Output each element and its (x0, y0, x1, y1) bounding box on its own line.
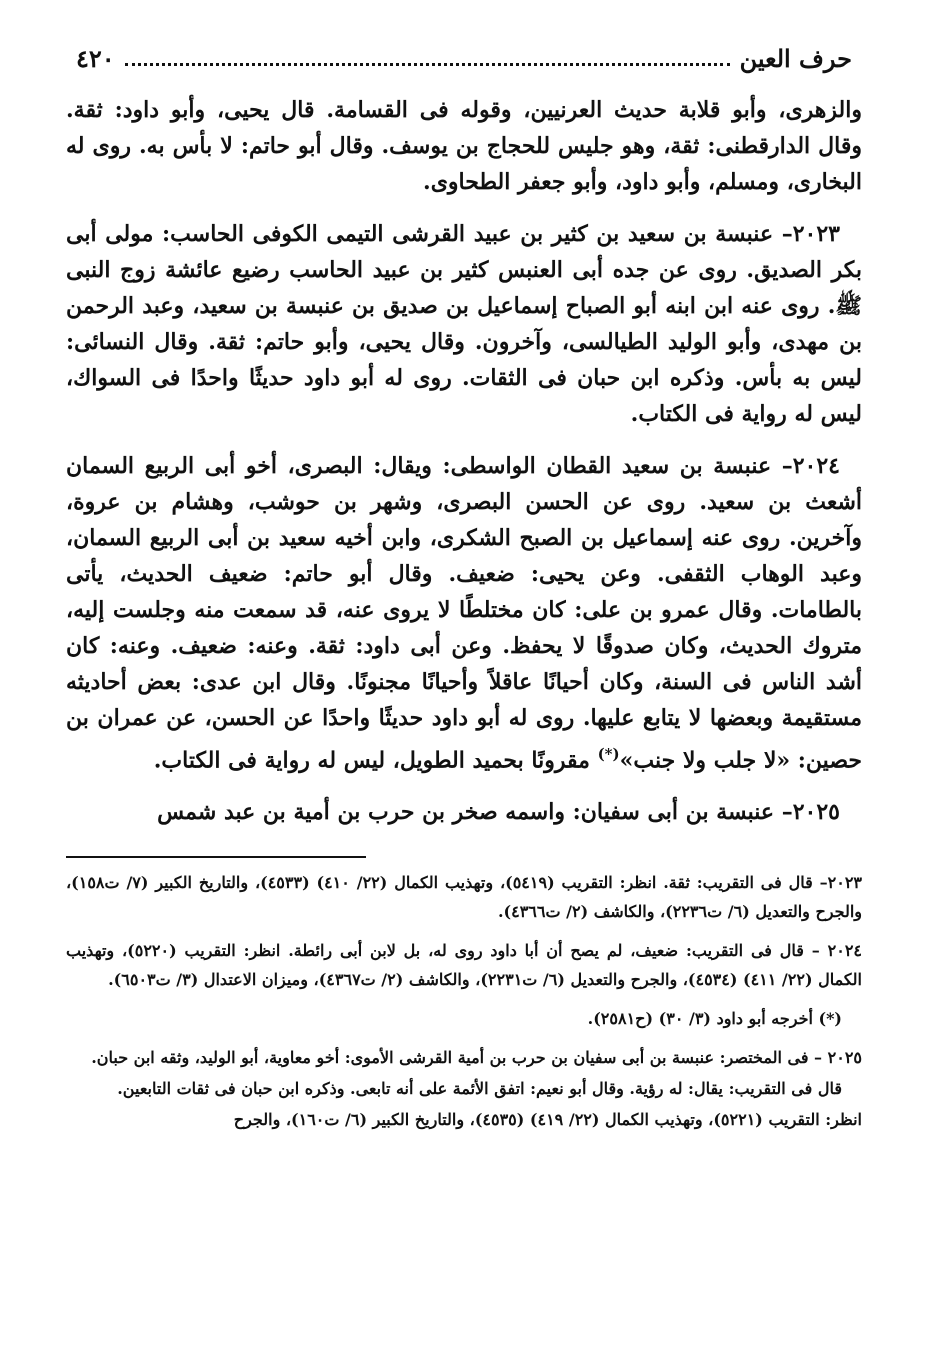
book-page (66, 38, 862, 1136)
footnote-2025-a: ٢٠٢٥ – فى المختصر: عنبسة بن أبى سفيان بن حرب بن أمية القرشى الأموى: أخو معاوية، أبو الوليد، وثقه ابن حبان. (91, 1048, 862, 1068)
page-header (66, 38, 862, 78)
footnote-star: (*) أخرجه أبو داود (٣/ ٣٠) (ح٢٥٨١). (587, 1009, 842, 1029)
paragraph-continuation: والزهرى، وأبو قلابة حديث العرنيين، وقوله فى القسامة. قال يحيى، وأبو داود: ثقة. وقال الدارقطنى: ثقة، وهو جليس للحجاج بن يوسف. وقال أبو حاتم: لا بأس به. روى له البخارى، ومسلم، وأبو داود، وأبو جعفر الطحاوى. (66, 97, 862, 195)
footnote-2023: ٢٠٢٣– قال فى التقريب: ثقة. انظر: التقريب (٥٤١٩)، وتهذيب الكمال (٢٢/ ٤١٠) (٤٥٣٣)، والتاريخ الكبير (٧/ ت١٥٨)، والجرح والتعديل (٦/ ت٢٢٣٦)، والكاشف (٢/ ت٤٣٦٦). (66, 873, 863, 922)
main-text (66, 92, 862, 830)
entry-number: ٢٠٢٥– (781, 799, 840, 826)
footnote-2025-c: انظر: التقريب (٥٢٢١)، وتهذيب الكمال (٢٢/ ٤١٩) (٤٥٣٥)، والتاريخ الكبير (٦/ ت١٦٠)، والجرح (233, 1110, 862, 1130)
entry-2025 (66, 794, 862, 830)
entry-text-tail: مقرونًا بحميد الطويل، ليس له رواية فى الكتاب. (153, 747, 598, 774)
entry-text: عنبسة بن سعيد بن كثير بن عبيد القرشى التيمى الكوفى الحاسب: مولى أبى بكر الصديق. روى عن جده أبى العنبس كثير بن عبيد الحاسب رضيع عائشة زوج النبى ﷺ. روى عنه ابن ابنه أبو الصباح إسماعيل بن صديق بن عنبسة بن سعيد، وعبد الرحمن بن مهدى، وأبو الوليد الطيالسى، وآخرون. وقال يحيى، وأبو حاتم: ثقة. وقال النسائى: ليس به بأس. وذكره ابن حبان فى الثقات. روى له أبو داود حديثًا واحدًا فى السواك، ليس له رواية فى الكتاب. (66, 221, 862, 427)
header-leader-dots (125, 63, 730, 66)
page-number: ٤٢٠ (76, 43, 115, 73)
entry-2024 (66, 448, 862, 778)
entry-number: ٢٠٢٣– (781, 221, 840, 247)
footnote-marker: (*) (597, 745, 620, 763)
chapter-title: حرف العين (739, 43, 852, 73)
entry-text: عنبسة بن أبى سفيان: واسمه صخر بن حرب بن أمية بن عبد شمس (157, 799, 775, 826)
entry-text: عنبسة بن سعيد القطان الواسطى: ويقال: البصرى، أخو أبى الربيع السمان أشعث بن سعيد. روى عن الحسن البصرى، وشهر بن حوشب، وهشام بن عروة، وآخرين. روى عنه إسماعيل بن الصبح الشكرى، وابن أخيه سعيد بن أبى الربيع السمان، وعبد الوهاب الثقفى. وعن يحيى: ضعيف. وقال أبو حاتم: ضعيف الحديث، يأتى بالطامات. وقال عمرو بن على: كان مختلطًا لا يروى عنه، قد سمعت منه وجلست إليه، متروك الحديث، وكان صدوقًا لا يحفظ. وعن أبى داود: ثقة. وعنه: ضعيف. وعنه: كان أشد الناس فى السنة، وكان أحيانًا عاقلاً وأحيانًا مجنونًا. وقال ابن عدى: بعض أحاديثه مستقيمة وبعضها لا يتابع عليها. روى له أبو داود حديثًا واحدًا عن الحسن، عن عمران بن حصين: «لا جلب ولا جنب» (66, 453, 862, 774)
footnote-2024: ٢٠٢٤ – قال فى التقريب: ضعيف، لم يصح أن أبا داود روى له، بل لابن أبى رائطة. انظر: التقريب (٥٢٢٠)، وتهذيب الكمال (٢٢/ ٤١١) (٤٥٣٤)، والجرح والتعديل (٦/ ت٢٢٣١)، والكاشف (٢/ ت٤٣٦٧)، وميزان الاعتدال (٣/ ت٦٥٠٣). (66, 941, 863, 990)
footnote-2025-b: قال فى التقريب: يقال: له رؤية. وقال أبو نعيم: اتفق الأئمة على أنه تابعى. وذكره ابن حبان فى ثقات التابعين. (117, 1079, 842, 1099)
footnotes (66, 868, 862, 1134)
entry-number: ٢٠٢٤– (781, 453, 840, 479)
footnote-divider (66, 856, 366, 858)
entry-2023 (66, 216, 862, 432)
